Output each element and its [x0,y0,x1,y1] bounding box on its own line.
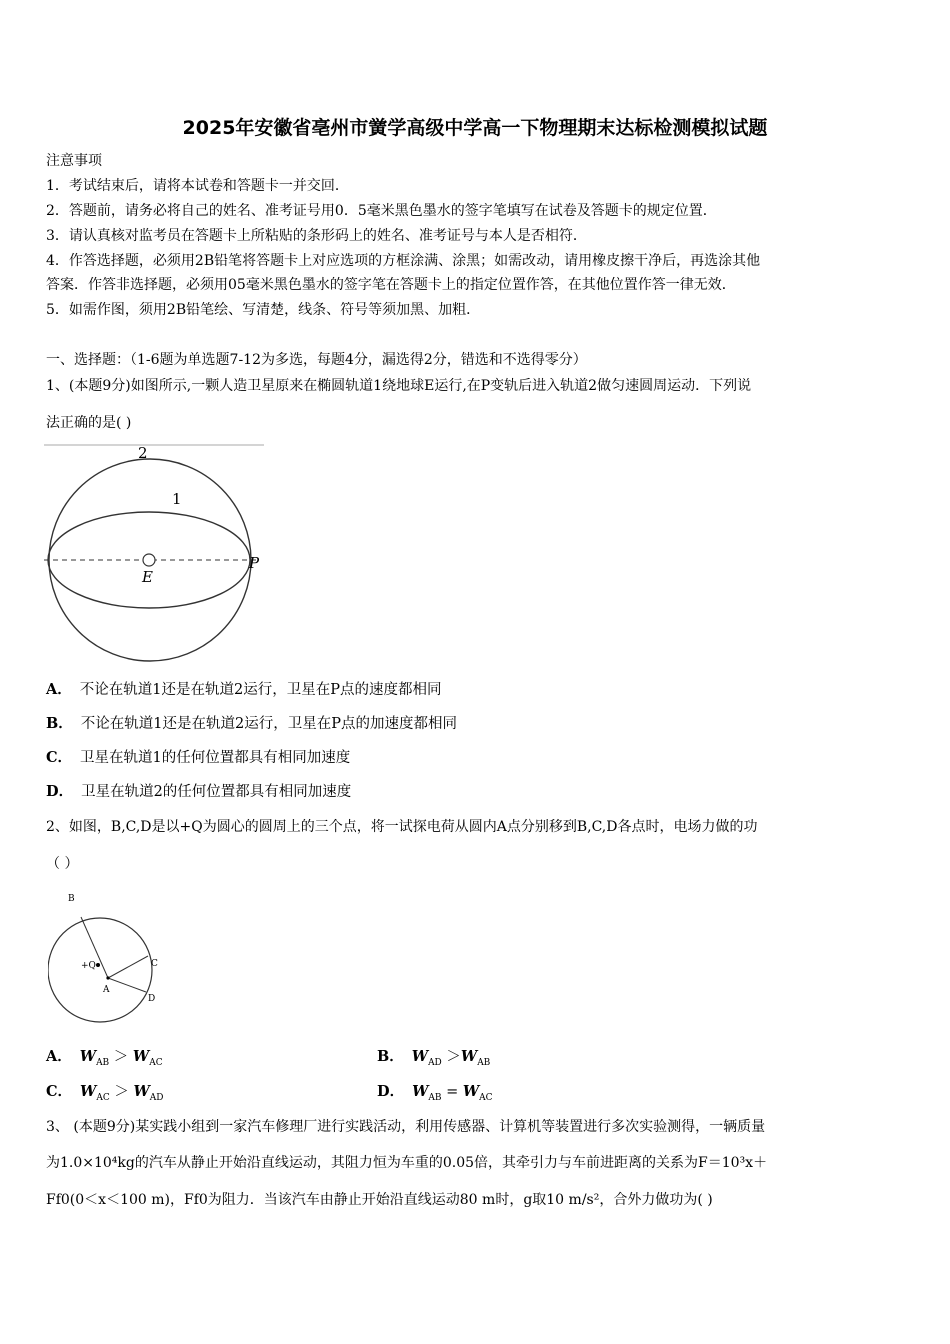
work-symbol: W [79,1048,97,1065]
q2-stem-line2: （ ） [46,856,79,872]
q2-circle-figure [48,888,168,1030]
comparison-operator: ＞ [109,1084,134,1100]
q2-stem-line1: 2、如图，B,C,D是以+Q为圆心的圆周上的三个点，将一试探电荷从圆内A点分别移到B,C,D各点时，电场力做的功 [46,819,758,835]
q1-option-c[interactable] [46,748,350,768]
q2-option-d[interactable] [377,1082,493,1108]
notice-item: 1．考试结束后，请将本试卷和答题卡一并交回． [46,178,349,194]
orbit-2-label: 2 [138,444,148,462]
option-label: C． [46,749,73,766]
comparison-operator: = [441,1084,463,1100]
earth-icon [143,554,155,566]
notice-heading: 注意事项 [46,153,102,169]
comparison-operator: ＞ [109,1049,133,1065]
notice-item: 3．请认真核对监考员在答题卡上所粘贴的条形码上的姓名、准考证号与本人是否相符． [46,228,587,244]
work-subscript: AC [96,1092,110,1103]
option-label: D． [377,1083,405,1100]
q2-option-a[interactable] [46,1047,163,1073]
work-subscript: AD [428,1057,442,1068]
segment-ac [108,956,148,978]
option-label: A． [46,681,72,698]
segment-ad [108,978,146,992]
notice-item: 4．作答选择题，必须用2B铅笔将答题卡上对应选项的方框涂满、涂黑；如需改动，请用橡皮擦干净后，再选涂其他 [46,253,761,269]
point-a-dot [106,976,109,979]
q2-option-c[interactable] [46,1082,163,1108]
section-heading: 一、选择题：（1-6题为单选题7-12为多选，每题4分，漏选得2分，错选和不选得零分） [46,352,587,368]
q3-stem-line1: 3、 (本题9分)某实践小组到一家汽车修理厂进行实践活动，利用传感器、计算机等装置进行多次实验测得，一辆质量 [46,1119,766,1135]
option-label: A． [46,1048,72,1065]
option-text: 卫星在轨道2的任何位置都具有相同加速度 [81,784,352,800]
option-label: B． [46,715,73,732]
comparison-operator: ＞ [441,1049,461,1065]
charge-q-label: +Q [81,961,96,971]
work-symbol: W [412,1083,429,1100]
point-c-label: C [151,959,158,969]
work-symbol: W [80,1083,97,1100]
work-symbol: W [132,1048,150,1065]
q3-stem-line3: Ff0(0＜x＜100 m)，Ff0为阻力．当该汽车由静止开始沿直线运动80 m时，g取10 m/s²，合外力做功为( ) [46,1192,713,1208]
q1-orbit-figure [44,440,268,666]
work-subscript: AC [479,1092,493,1103]
work-symbol: W [460,1048,478,1065]
q1-option-d[interactable] [46,782,351,802]
notice-item: 答案．作答非选择题，必须用05毫米黑色墨水的签字笔在答题卡上的指定位置作答，在其他位置作答一律无效． [46,277,736,293]
point-b-label: B [68,894,75,904]
notice-item: 2．答题前，请务必将自己的姓名、准考证号用0．5毫米黑色墨水的签字笔填写在试卷及答题卡的规定位置． [46,203,717,219]
work-symbol: W [462,1083,480,1100]
orbit-1-label: 1 [172,490,182,508]
work-symbol: W [411,1048,429,1065]
q1-stem-line2: 法正确的是( ) [46,415,132,431]
q1-option-a[interactable] [46,680,441,700]
work-subscript: AB [96,1057,110,1068]
notice-item: 5．如需作图，须用2B铅笔绘、写清楚，线条、符号等须加黑、加粗． [46,302,481,318]
work-subscript: AB [428,1092,442,1103]
option-text: 不论在轨道1还是在轨道2运行，卫星在P点的加速度都相同 [80,716,457,732]
option-label: B． [377,1048,404,1065]
option-label: C． [46,1083,73,1100]
work-symbol: W [133,1083,150,1100]
work-subscript: AC [149,1057,163,1068]
work-subscript: AD [149,1092,164,1103]
work-subscript: AB [477,1057,491,1068]
q1-stem-line1: 1、(本题9分)如图所示,一颗人造卫星原来在椭圆轨道1绕地球E运行,在P变轨后进入轨道2做匀速圆周运动．下列说 [46,378,752,394]
q2-option-b[interactable] [377,1047,490,1073]
option-label: D． [46,783,74,800]
point-a-label: A [103,985,110,995]
field-circle [48,918,152,1022]
option-text: 不论在轨道1还是在轨道2运行，卫星在P点的速度都相同 [79,682,442,698]
page-title: 2025年安徽省亳州市黉学高级中学高一下物理期末达标检测模拟试题 [182,117,768,139]
earth-label: E [142,568,153,586]
point-d-label: D [148,994,156,1004]
point-p-label: P [249,554,260,572]
q1-option-b[interactable] [46,714,457,734]
option-text: 卫星在轨道1的任何位置都具有相同加速度 [80,750,351,766]
charge-q-dot [96,963,100,967]
q3-stem-line2: 为1.0×10⁴kg的汽车从静止开始沿直线运动，其阻力恒为车重的0.05倍，其牵引力与车前进距离的关系为F＝10³x＋ [46,1155,768,1171]
